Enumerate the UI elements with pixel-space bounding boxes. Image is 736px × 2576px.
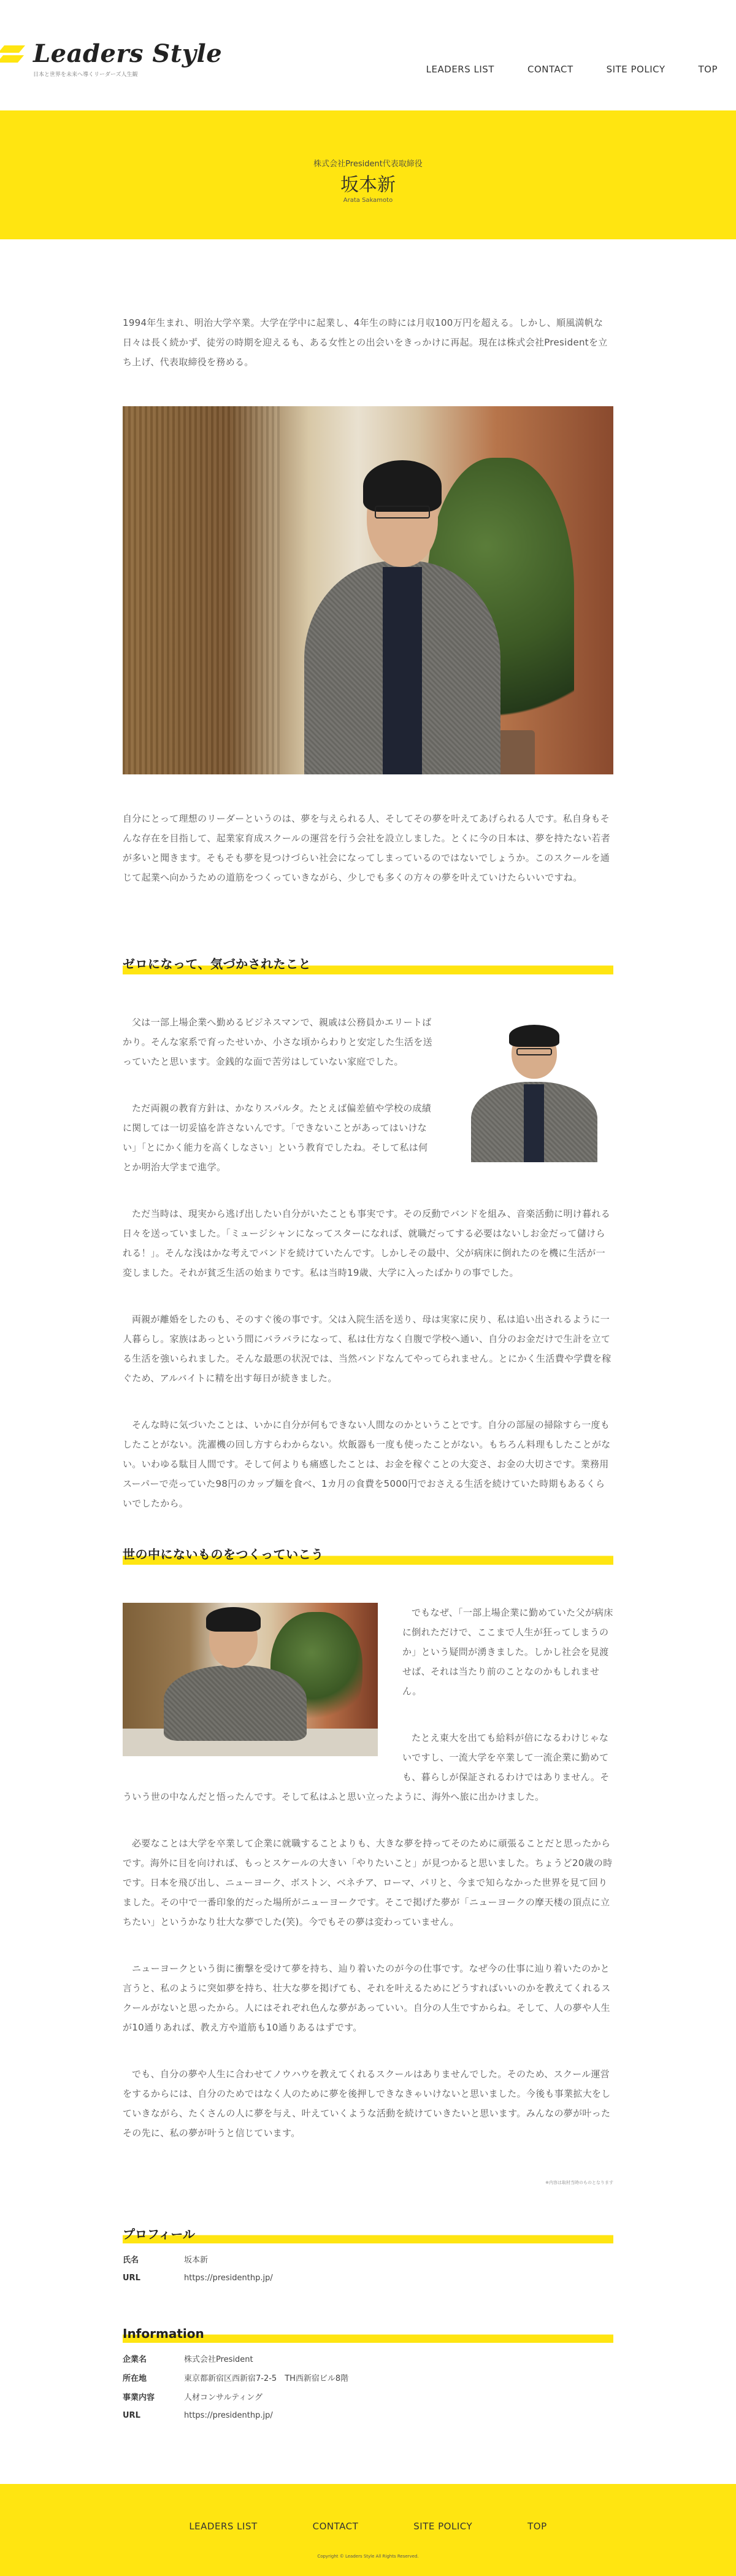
table-value: 人材コンサルティング	[184, 2393, 263, 2402]
table-row	[123, 2387, 348, 2406]
paragraph: 必要なことは大学を卒業して企業に就職することよりも、大きな夢を持ってそのために頑張ることだと思ったからです。海外に目を向ければ、もっとスケールの大きい「やりたいこと」が見つかると思いました。ちょうど20歳の時です。日本を飛び出し、ニューヨーク、ボストン、ベネチア、ローマ、パリと、今まで知らなかった世界を見て回りました。その中で一番印象的だった場所がニューヨークです。そこで掲げた夢が「ニューヨークの摩天楼の頂点に立ちたい」というかなり壮大な夢でした(笑)。今でもその夢は変わっていません。	[123, 1838, 613, 1927]
footer-nav-site-policy[interactable]: SITE POLICY	[413, 2521, 473, 2532]
footer-nav	[0, 2521, 736, 2532]
nav-contact[interactable]: CONTACT	[527, 64, 573, 75]
philosophy-text: 自分にとって理想のリーダーというのは、夢を与えられる人、そしてその夢を叶えてあげられる人です。私自身もそんな存在を目指して、起業家育成スクールの運営を行う会社を設立しました。とくに今の日本は、夢を持たない若者が多いと聞きます。そもそも夢を見つけづらい社会になってしまっているのではないでしょうか。このスクールを通じて起業へ向かうための道筋をつくっていきながら、少しでも多くの方々の夢を叶えていけたらいいですね。	[123, 813, 611, 883]
profile-table	[123, 2250, 273, 2288]
site-logo[interactable]	[0, 39, 223, 78]
standing-photo	[455, 1017, 613, 1162]
logo-mark-icon	[0, 40, 27, 64]
profile-url-link[interactable]: https://presidenthp.jp/	[184, 2273, 273, 2283]
table-key: URL	[123, 2273, 140, 2283]
header-nav	[426, 64, 718, 75]
section-heading: 世の中にないものをつくっていこう	[123, 1545, 613, 1565]
paragraph: 両親が離婚をしたのも、そのすぐ後の事です。父は入院生活を送り、母は実家に戻り、私は追い出されるように一人暮らし。家族はあっという間にバラバラになって、私は仕方なく自腹で学校へ通い、自分のお金だけで生計を立てる生活を強いられました。そんな最悪の状況では、当然バンドなんてやってられません。とにかく生活費や学費を稼ぐため、アルバイトに精を出す毎日が続きました。	[123, 1314, 611, 1384]
nav-leaders-list[interactable]: LEADERS LIST	[426, 64, 494, 75]
information-table	[123, 2349, 348, 2425]
table-value: 坂本新	[184, 2256, 209, 2265]
footer-nav-leaders-list[interactable]: LEADERS LIST	[189, 2521, 258, 2532]
paragraph: でもなぜ、「一部上場企業に勤めていた父が病床に倒れただけで、ここまで人生が狂ってしまうのか」という疑問が湧きました。しかし社会を見渡せば、それは当たり前のことなのかもしれません。	[402, 1607, 613, 1697]
hero-name: 坂本新	[340, 174, 396, 196]
table-row	[123, 2406, 348, 2425]
nav-site-policy[interactable]: SITE POLICY	[606, 64, 665, 75]
profile-heading: プロフィール	[123, 2225, 613, 2243]
table-key: 氏名	[123, 2256, 139, 2265]
hero-banner	[0, 110, 736, 239]
section2-body	[123, 1603, 613, 2143]
table-key: 企業名	[123, 2355, 147, 2364]
footer-nav-top[interactable]: TOP	[527, 2521, 547, 2532]
portrait-photo	[123, 406, 613, 774]
table-row	[123, 2250, 273, 2269]
intro-text: 1994年生まれ、明治大学卒業。大学在学中に起業し、4年生の時には月収100万円を超える。しかし、順風満帆な日々は長く続かず、徒労の時期を迎えるも、ある女性との出会いをきっかけに再起。現在は株式会社Presidentを立ち上げ、代表取締役を務める。	[123, 317, 608, 368]
table-row	[123, 2269, 273, 2288]
section-heading: ゼロになって、気づかされたこと	[123, 955, 613, 974]
information-heading: Information	[123, 2324, 613, 2343]
table-key: URL	[123, 2411, 140, 2420]
paragraph: ただ両親の教育方針は、かなりスパルタ。たとえば偏差値や学校の成績に関しては一切妥協を許さないんです。「できないことがあってはいけない」「とにかく能力を高くしなさい」という教育でしたね。そして私は何とか明治大学まで進学。	[123, 1103, 432, 1173]
logo-tagline: 日本と世界を未来へ導くリーダーズ人生観	[33, 72, 138, 78]
table-row	[123, 2349, 348, 2368]
table-value: 東京都新宿区西新宿7-2-5 TH西新宿ビル8階	[184, 2374, 349, 2383]
article	[123, 239, 613, 2425]
table-key: 所在地	[123, 2374, 147, 2383]
table-key: 事業内容	[123, 2393, 155, 2402]
paragraph: たとえ東大を出ても給料が倍になるわけじゃないですし、一流大学を卒業して一流企業に勤めても、暮らしが保証されるわけではありません。そういう世の中なんだと悟ったんです。そして私はふと思い立ったように、海外へ旅に出かけました。	[123, 1732, 610, 1802]
hero-roman-name: Arata Sakamoto	[343, 197, 393, 204]
paragraph: 父は一部上場企業へ勤めるビジネスマンで、親戚は公務員かエリートばかり。そんな家系で育ったせいか、小さな頃からわりと安定した生活を送っていたと思います。金銭的な面で苦労はしていない家庭でした。	[123, 1017, 432, 1067]
site-header	[0, 0, 736, 110]
nav-top[interactable]: TOP	[698, 64, 718, 75]
copyright-text: Copyright © Leaders Style All Rights Reserved.	[317, 2554, 419, 2559]
profile-section	[123, 2225, 613, 2288]
section1-body	[123, 1012, 613, 1513]
site-footer	[0, 2484, 736, 2576]
hero-role: 株式会社President代表取締役	[313, 160, 423, 169]
information-url-link[interactable]: https://presidenthp.jp/	[184, 2411, 273, 2420]
logo-text: Leaders Style	[33, 39, 223, 68]
table-row	[123, 2368, 348, 2387]
footer-nav-contact[interactable]: CONTACT	[312, 2521, 359, 2532]
paragraph: ただ当時は、現実から逃げ出したい自分がいたことも事実です。その反動でバンドを組み、音楽活動に明け暮れる日々を送っていました。「ミュージシャンになってスターになれば、就職だってする必要はないしお金だって儲けられる！」。そんな浅はかな考えでバンドを続けていたんです。しかしその最中、父が病床に倒れたのを機に生活が一変しました。それが貧乏生活の始まりです。私は当時19歳、大学に入ったばかりの事でした。	[123, 1208, 611, 1278]
information-section	[123, 2324, 613, 2425]
paragraph: でも、自分の夢や人生に合わせてノウハウを教えてくれるスクールはありませんでした。そのため、スクール運営をするからには、自分のためではなく人のために夢を後押しできなきゃいけないと思いました。今後も事業拡大をしていきながら、たくさんの人に夢を与え、叶えていくような活動を続けていきたいと思います。みんなの夢が叶ったその先に、私の夢が叶うと信じています。	[123, 2069, 611, 2138]
paragraph: そんな時に気づいたことは、いかに自分が何もできない人間なのかということです。自分の部屋の掃除すら一度もしたことがない。洗濯機の回し方すらわからない。炊飯器も一度も使ったことがない。もちろん料理もしたことがない。いわゆる駄目人間です。そして何よりも痛感したことは、お金を稼ぐことの大変さ、お金の大切さです。業務用スーパーで売っていた98円のカップ麺を食べ、1カ月の食費を5000円でおさえる生活を続けていた時期もあるくらいでしたから。	[123, 1419, 611, 1509]
seated-photo	[123, 1603, 378, 1756]
table-value: 株式会社President	[184, 2355, 253, 2364]
credit-note: ※内容は取材当時のものとなります	[545, 2180, 613, 2185]
paragraph: ニューヨークという街に衝撃を受けて夢を持ち、辿り着いたのが今の仕事です。なぜ今の仕事に辿り着いたのかと言うと、私のように突如夢を持ち、壮大な夢を掲げても、それを叶えるためにどうすればいいのかを教えてくれるスクールがないと思ったから。人にはそれぞれ色んな夢があっていい。自分の人生ですからね。そして、人の夢や人生が10通りあれば、教え方や道筋も10通りあるはずです。	[123, 1963, 611, 2033]
